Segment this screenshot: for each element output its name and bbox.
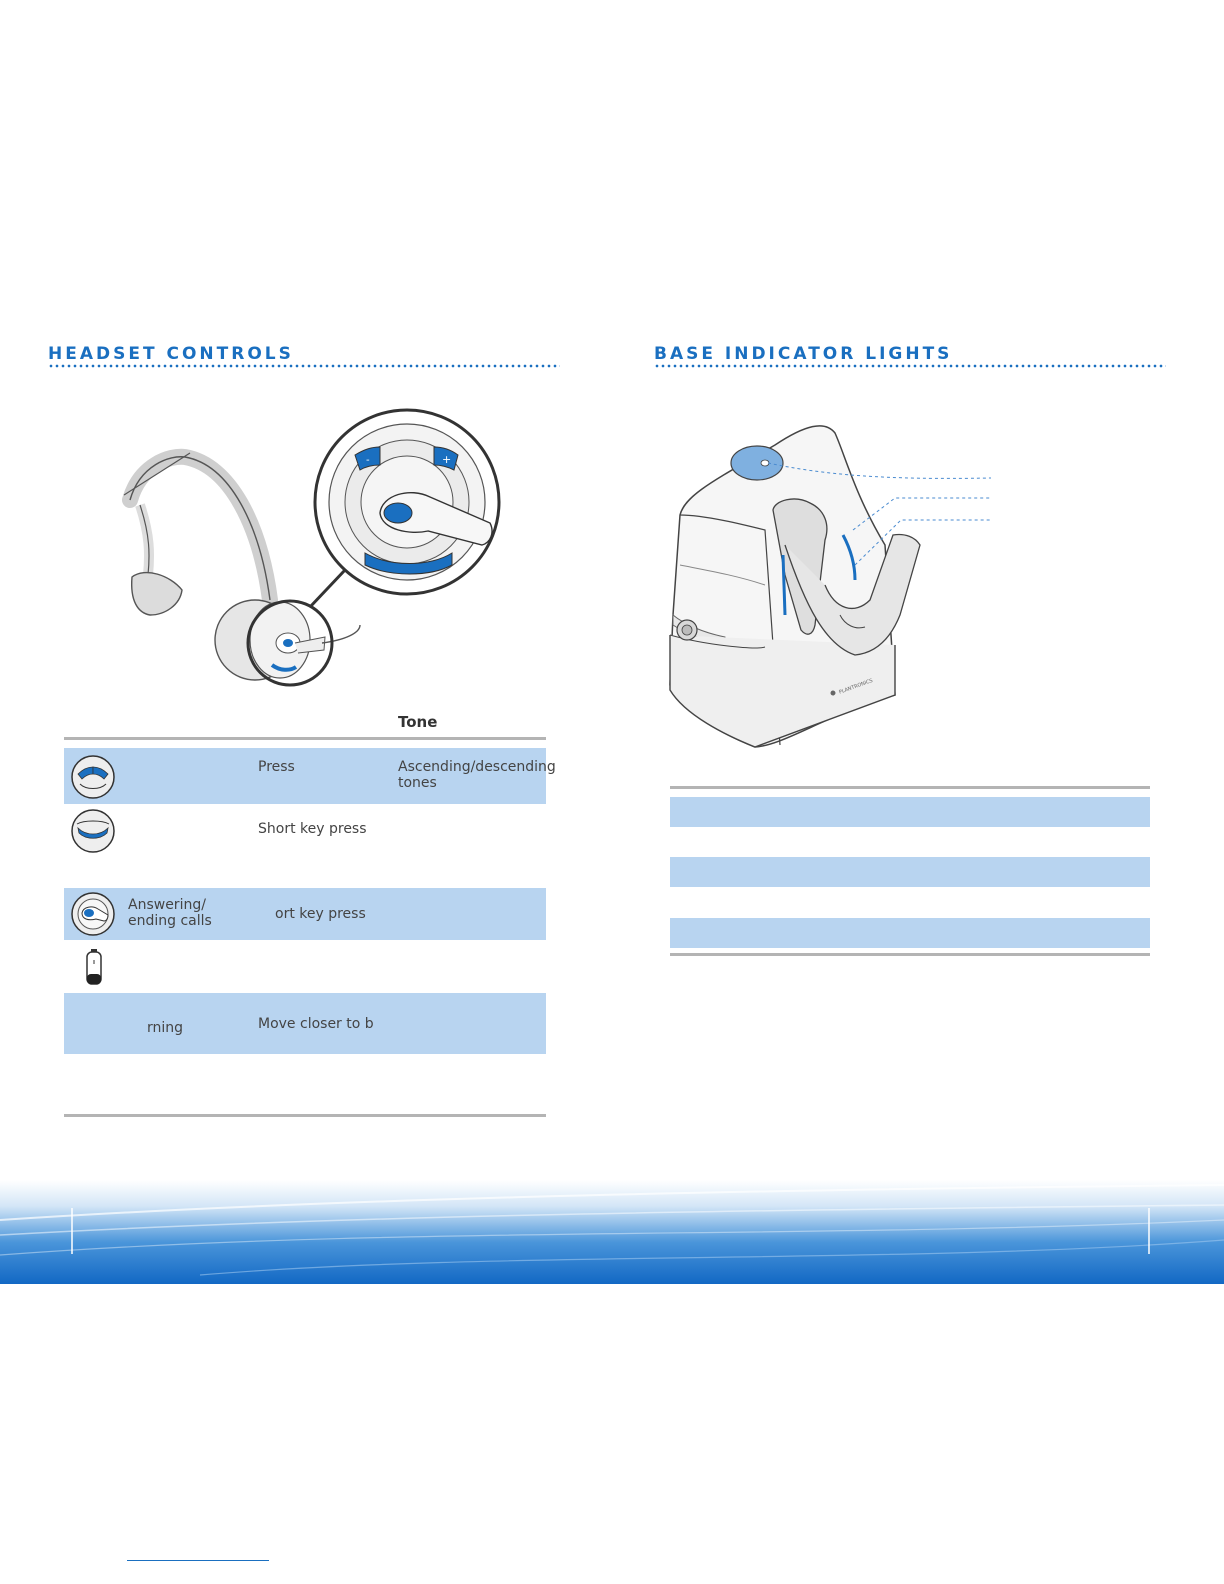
mute-button-icon [70, 808, 116, 854]
base-unit-illustration [665, 415, 995, 755]
table-row-band [670, 797, 1150, 827]
title-dotted-rule [654, 364, 1166, 368]
table-cell-action: Short key press [258, 821, 367, 837]
table-bottom-rule [64, 1114, 546, 1117]
volume-buttons-icon [70, 754, 116, 800]
table-cell-action: Move closer to b [258, 1016, 374, 1032]
brand-logo-text: PLANTRONICS [838, 677, 874, 696]
table-cell-action: Press [258, 759, 295, 775]
table-cell-label: rning [147, 1020, 184, 1036]
table-row-band [670, 918, 1150, 948]
base-indicator-lights-title: BASE INDICATOR LIGHTS [654, 344, 953, 364]
table-cell-label: Answering/ ending calls [128, 897, 212, 929]
table-bottom-rule [670, 953, 1150, 956]
bottom-link-underline [127, 1560, 269, 1561]
headset-illustration [110, 405, 510, 690]
headset-controls-title: HEADSET CONTROLS [48, 344, 294, 364]
table-top-rule [670, 786, 1150, 789]
table-cell-tone: Ascending/descending tones [398, 759, 556, 791]
table-cell-action: ort key press [275, 906, 366, 922]
battery-icon [84, 948, 104, 986]
call-button-icon [70, 891, 116, 937]
footer-wave-banner [0, 1180, 1224, 1284]
table-row-band [670, 857, 1150, 887]
svg-text:+: + [442, 453, 452, 466]
tone-column-header: Tone [398, 713, 438, 731]
svg-text:-: - [366, 455, 370, 466]
table-top-rule [64, 737, 546, 740]
title-dotted-rule [48, 364, 560, 368]
